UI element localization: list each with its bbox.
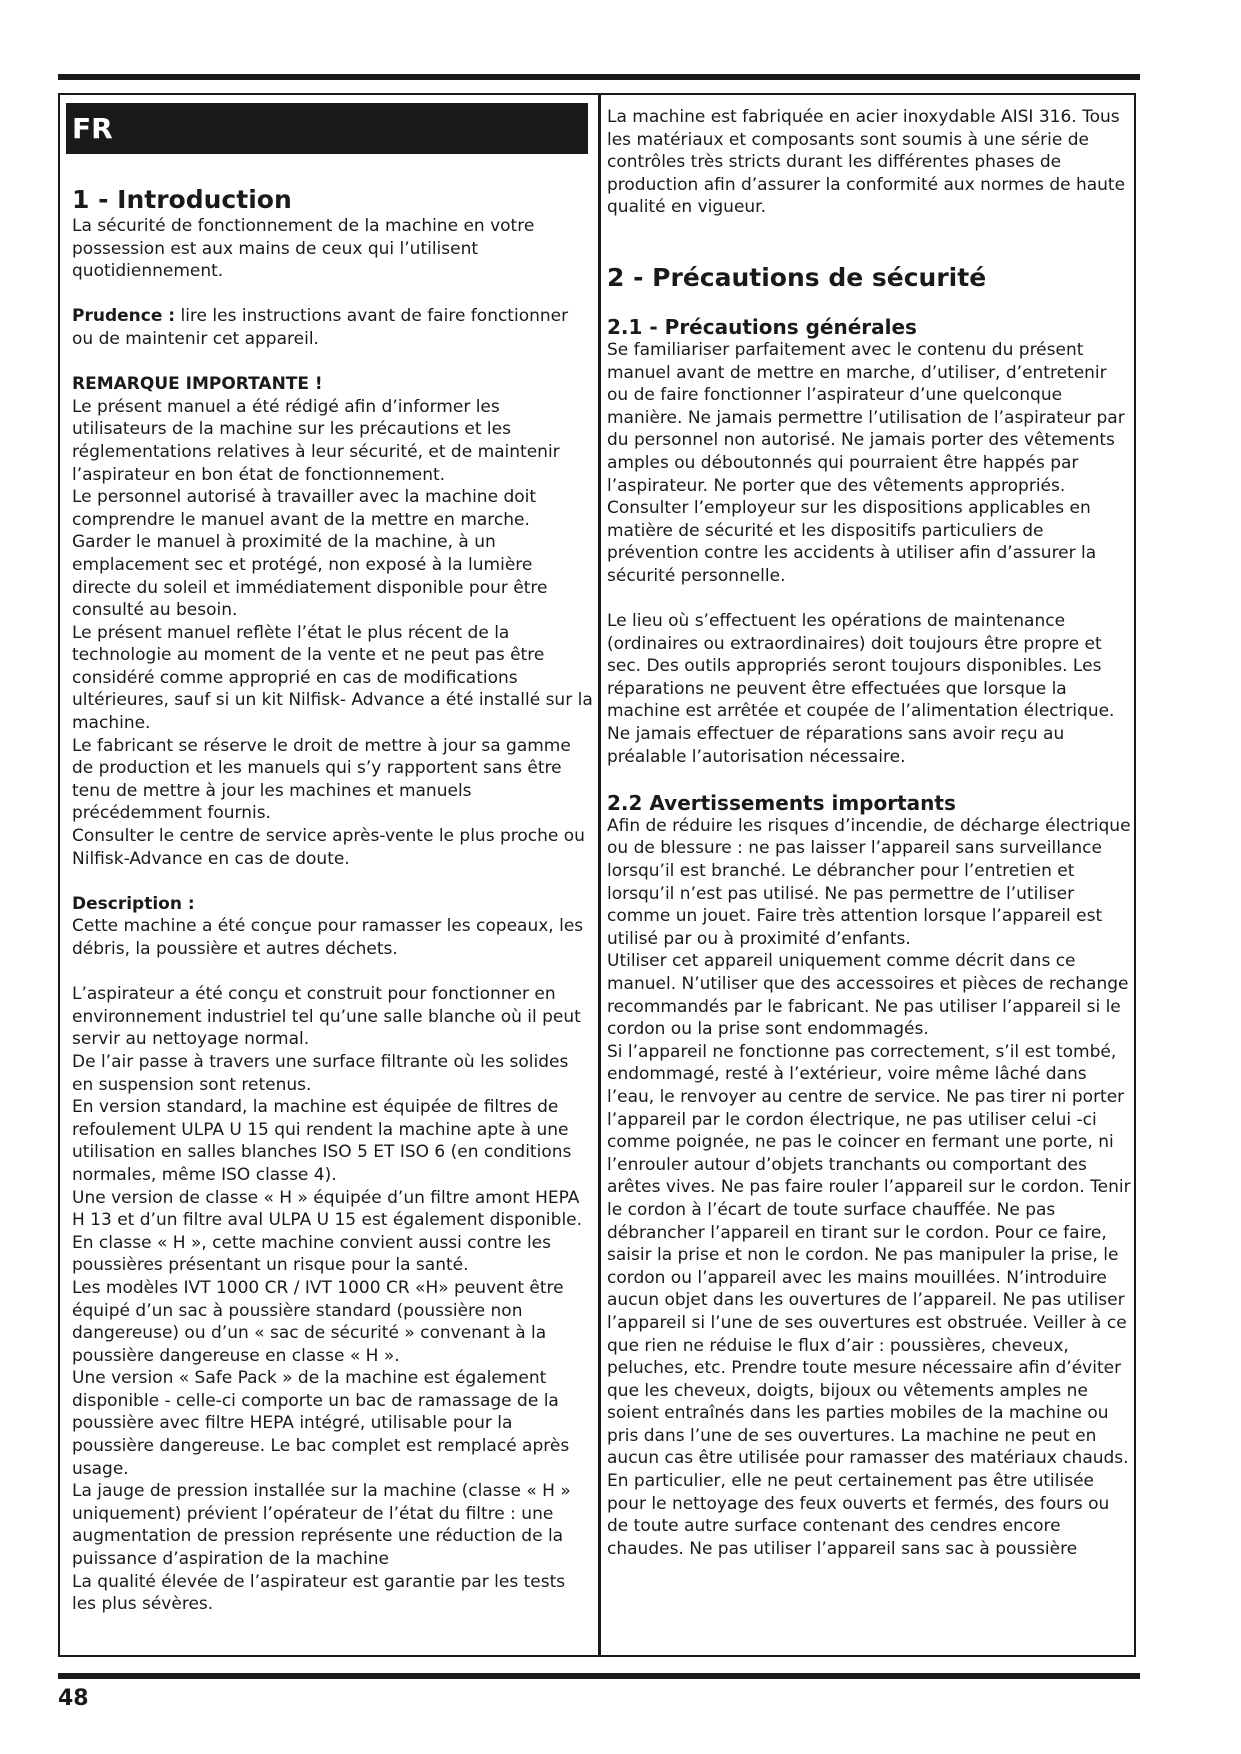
general-precautions-heading: 2.1 - Précautions générales (607, 314, 917, 339)
description-paragraph: Une version de classe « H » équipée d’un filtre amont HEPA H 13 et d’un filtre aval ULPA U 15 est également disponible. En classe « H », cette machine convient aussi contre les poussières présentant un risque pour la santé. (72, 1187, 583, 1276)
warnings-heading: 2.2 Avertissements importants (607, 790, 956, 815)
language-tag: FR (66, 103, 588, 154)
left-column (72, 100, 594, 1616)
maintenance-paragraph: Le lieu où s’effectuent les opérations de maintenance (ordinaires ou extraordinaires) doit toujours être propre et sec. Des outils appropriés seront toujours disponibles. Les réparations ne peuvent être effectuées que lorsque la machine est arrêtée et coupée de l’alimentation électrique. Ne jamais effectuer de réparations sans avoir reçu au préalable l’autorisation nécessaire. (607, 611, 1115, 767)
description-paragraph: La qualité élevée de l’aspirateur est garantie par les tests les plus sévères. (72, 1571, 566, 1615)
important-paragraph: Consulter le centre de service après-vente le plus proche ou Nilfisk-Advance en cas de doute. (72, 826, 585, 869)
description-paragraph: L’aspirateur a été conçu et construit pour fonctionner en environnement industriel tel qu’une salle blanche où il peut servir au nettoyage normal. (72, 984, 581, 1050)
description-paragraph: De l’air passe à travers une surface filtrante où les solides en suspension sont retenus. (72, 1051, 569, 1095)
important-paragraph: Le fabricant se réserve le droit de mettre à jour sa gamme de production et les manuels qui s’y rapportent sans être tenu de mettre à jour les machines et manuels précédemment fournis. (72, 735, 571, 824)
right-column (607, 106, 1132, 1560)
important-paragraph: Le présent manuel reflète l’état le plus récent de la technologie au moment de la vente et ne peut pas être considéré comme approprié en cas de modifications ultérieures, sauf si un kit Nilfisk- Advance a été installé sur la machine. (72, 622, 593, 734)
important-paragraph: Le personnel autorisé à travailler avec la machine doit comprendre le manuel avant de la mettre en marche. (72, 487, 537, 530)
description-label: Description : (72, 893, 195, 914)
safety-heading: 2 - Précautions de sécurité (607, 262, 987, 292)
description-paragraph: La jauge de pression installée sur la machine (classe « H » uniquement) prévient l’opérateur de l’état du filtre : une augmentation de pression représente une réduction de la puissance d’aspiration de la machine (72, 1481, 571, 1570)
caution-text: lire les instructions avant de faire fonctionner ou de maintenir cet appareil. (72, 306, 569, 349)
warnings-paragraph: Afin de réduire les risques d’incendie, de décharge électrique ou de blessure : ne pas laisser l’appareil sans surveillance lorsqu’il est branché. Le débrancher pour l’entretien et lorsqu’il n’est pas utilisé. Ne pas permettre de l’utiliser comme un jouet. Faire très attention lorsque l’appareil est utilisé par ou à proximité d’enfants. (607, 815, 1131, 949)
important-paragraph: Garder le manuel à proximité de la machine, à un emplacement sec et protégé, non exposé à la lumière directe du soleil et immédiatement disponible pour être consulté au besoin. (72, 532, 548, 621)
intro-heading: 1 - Introduction (72, 185, 292, 214)
description-paragraph: Une version « Safe Pack » de la machine est également disponible - celle-ci comporte un bac de ramassage de la poussière avec filtre HEPA intégré, utilisable pour la poussière dangereuse. Le bac complet est remplacé après usage. (72, 1368, 570, 1479)
column-divider (598, 93, 601, 1657)
caution-paragraph (72, 305, 594, 350)
top-rule (58, 74, 1140, 80)
description-paragraph: En version standard, la machine est équipée de filtres de refoulement ULPA U 15 qui rendent la machine apte à une utilisation en salles blanches ISO 5 ET ISO 6 (en conditions normales, même ISO classe 4). (72, 1097, 572, 1185)
general-precautions-text: Se familiariser parfaitement avec le contenu du présent manuel avant de mettre en marche, d’utiliser, d’entretenir ou de faire fonctionner l’aspirateur d’une quelconque manière. Ne jamais permettre l’utilisation de l’aspirateur par du personnel non autorisé. Ne jamais porter des vêtements amples ou déboutonnés qui pourraient être happés par l’aspirateur. Ne porter que des vêtements appropriés. Consulter l’employeur sur les dispositions applicables en matière de sécurité et les dispositifs particuliers de prévention contre les accidents à utiliser afin d’assurer la sécurité personnelle. (607, 339, 1125, 586)
bottom-rule (58, 1673, 1140, 1679)
steel-paragraph: La machine est fabriquée en acier inoxydable AISI 316. Tous les matériaux et composants sont soumis à une série de contrôles très stricts durant les différentes phases de production afin d’assurer la conformité aux normes de haute qualité en vigueur. (607, 107, 1126, 218)
warnings-paragraph: Utiliser cet appareil uniquement comme décrit dans ce manuel. N’utiliser que des accessoires et pièces de rechange recommandés par le fabricant. Ne pas utiliser l’appareil si le cordon ou la prise sont endommagés. (607, 951, 1129, 1040)
important-paragraph: Le présent manuel a été rédigé afin d’informer les utilisateurs de la machine sur les précautions et les réglementations relatives à leur sécurité, et de maintenir l’aspirateur en bon état de fonctionnement. (72, 396, 560, 485)
page-number: 48 (58, 1686, 89, 1711)
description-text: Cette machine a été conçue pour ramasser les copeaux, les débris, la poussière et autres déchets. (72, 916, 584, 959)
caution-label: Prudence : (72, 306, 176, 327)
important-label: REMARQUE IMPORTANTE ! (72, 374, 323, 395)
description-paragraph: Les modèles IVT 1000 CR / IVT 1000 CR «H» peuvent être équipé d’un sac à poussière standard (poussière non dangereuse) ou d’un « sac de sécurité » convenant à la poussière dangereuse en classe « H ». (72, 1277, 564, 1366)
warnings-paragraph: Si l’appareil ne fonctionne pas correctement, s’il est tombé, endommagé, resté à l’extérieur, voire même lâché dans l’eau, le renvoyer au centre de service. Ne pas tirer ni porter l’appareil par le cordon électrique, ne pas utiliser celui -ci comme poignée, ne pas le coincer en fermant une porte, ni l’enrouler autour d’objets tranchants ou comportant des arêtes vives. Ne pas faire rouler l’appareil sur le cordon. Tenir le cordon à l’écart de toute surface chauffée. Ne pas débrancher l’appareil en tirant sur le cordon. Pour ce faire, saisir la prise et non le cordon. Ne pas manipuler la prise, le cordon ou l’appareil avec les mains mouillées. N’introduire aucun objet dans les ouvertures de l’appareil. Ne pas utiliser l’appareil si l’une de ses ouvertures est obstruée. Veiller à ce que rien ne réduise le flux d’air : poussières, cheveux, peluches, etc. Prendre toute mesure nécessaire afin d’éviter que les cheveux, doigts, bijoux ou vêtements amples ne soient entraînés dans les parties mobiles de la machine ou pris dans l’une de ses ouvertures. La machine ne peut en aucun cas être utilisée pour ramasser des matériaux chauds. En particulier, elle ne peut certainement pas être utilisée pour le nettoyage des feux ouverts et fermés, des fours ou de toute autre surface contenant des cendres encore chaudes. Ne pas utiliser l’appareil sans sac à poussière (607, 1041, 1131, 1559)
intro-text: La sécurité de fonctionnement de la machine en votre possession est aux mains de ceux qui l’utilisent quotidiennement. (72, 216, 535, 282)
